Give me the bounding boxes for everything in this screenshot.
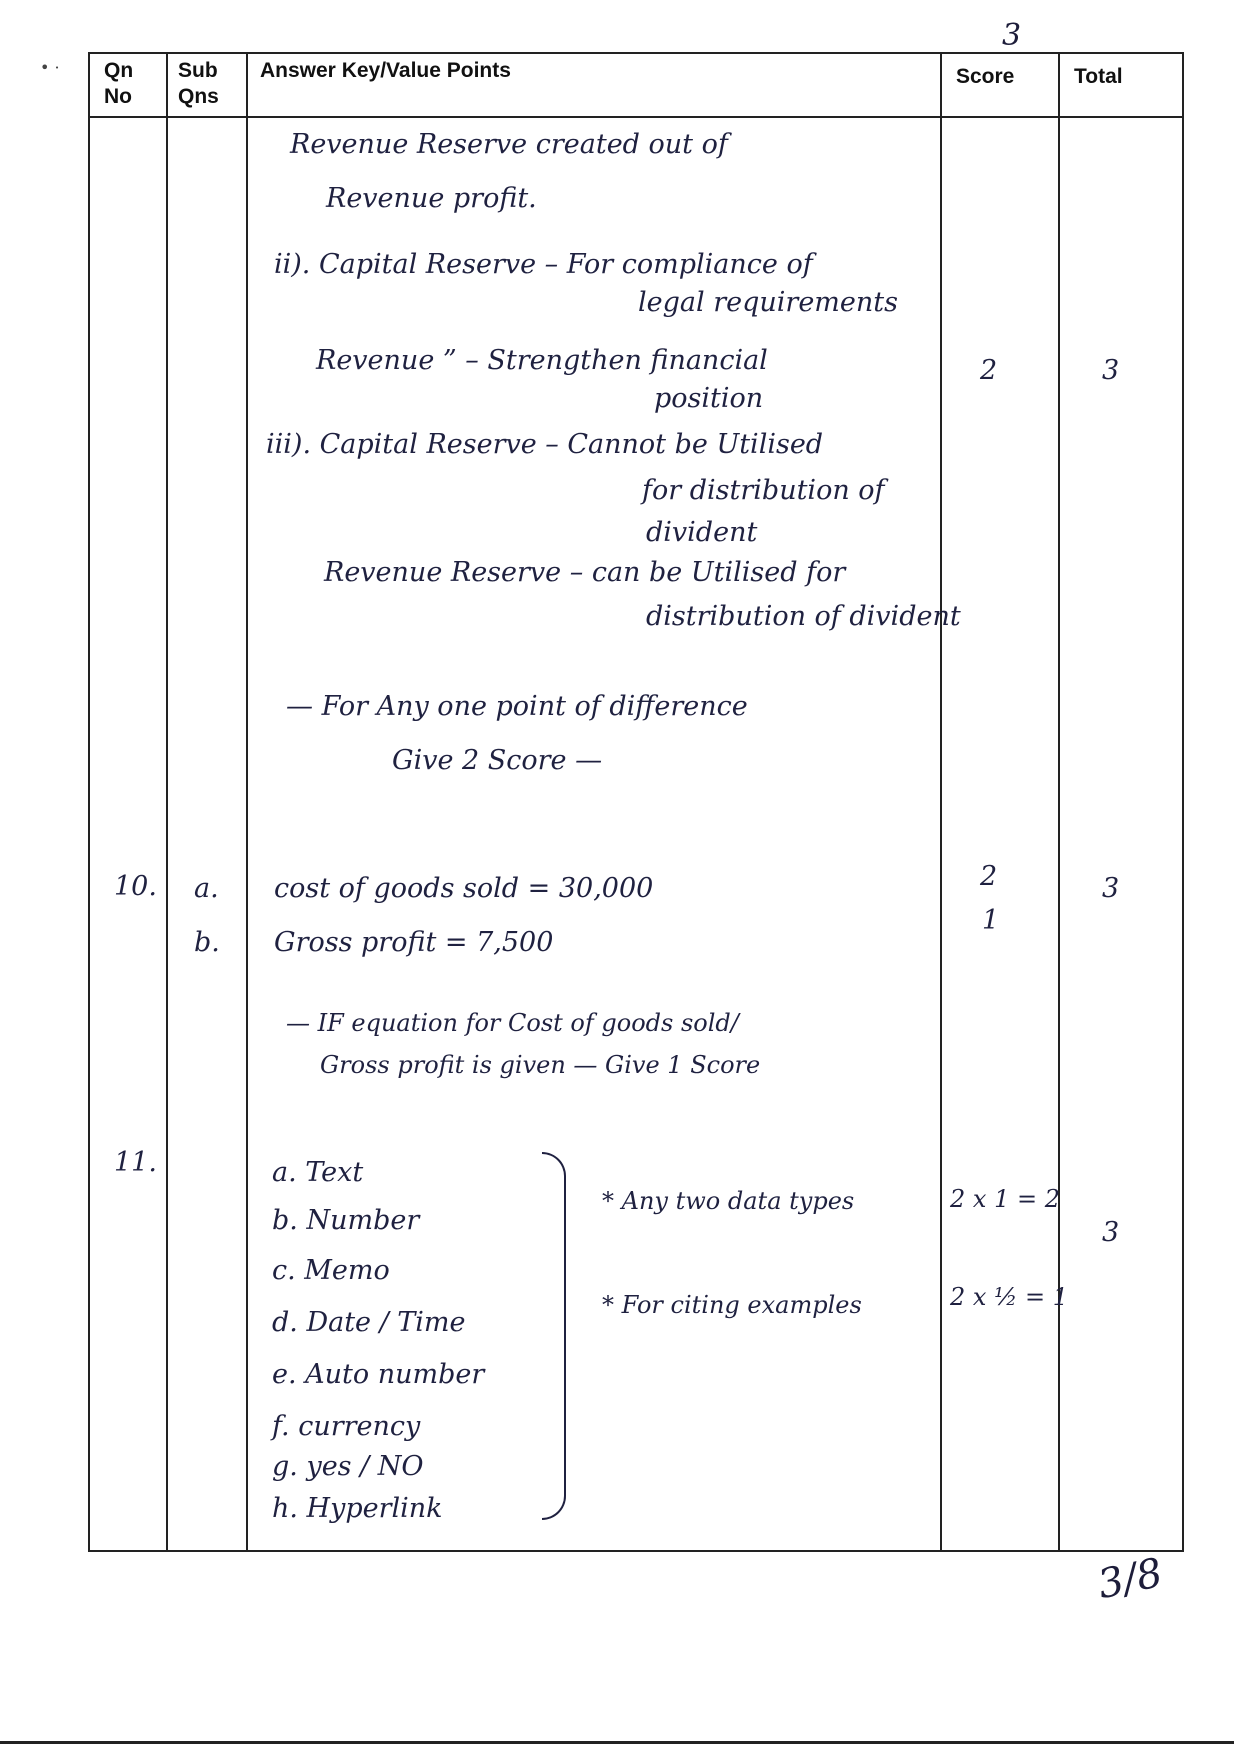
header-divider (90, 116, 1182, 118)
answer-line: position (654, 383, 764, 414)
answer-line: cost of goods sold = 30,000 (274, 873, 654, 904)
answer-line: for distribution of (642, 475, 885, 506)
list-item: c. Memo (272, 1255, 390, 1286)
question-number: 10. (114, 871, 157, 902)
total-value: 3 (1102, 873, 1120, 904)
answer-line: distribution of divident (646, 601, 961, 632)
answer-key-table (88, 52, 1184, 1552)
header-qn-no: Qn No (104, 59, 134, 108)
marking-note: — IF equation for Cost of goods sold/ (286, 1009, 739, 1037)
list-item: h. Hyperlink (272, 1493, 443, 1524)
header-sub-qns: Sub Qns (178, 59, 219, 108)
list-item: f. currency (272, 1411, 421, 1442)
answer-line: iii). Capital Reserve – Cannot be Utilised (266, 429, 824, 460)
list-item: a. Text (272, 1157, 364, 1188)
header-score: Score (956, 65, 1015, 88)
margin-mark: • · (40, 58, 60, 77)
marking-note: — For Any one point of difference (286, 691, 748, 722)
answer-line: Revenue Reserve created out of (290, 129, 728, 160)
score-value: 2 (980, 861, 998, 892)
answer-line: Gross profit = 7,500 (274, 927, 554, 958)
list-item: b. Number (272, 1205, 420, 1236)
column-divider (1058, 54, 1060, 1550)
score-value: 1 (982, 905, 1000, 936)
column-divider (940, 54, 942, 1550)
list-item: d. Date / Time (272, 1307, 466, 1338)
bottom-rule (0, 1741, 1234, 1744)
answer-line: divident (646, 517, 758, 548)
marking-note: Give 2 Score — (392, 745, 603, 776)
curly-brace (542, 1152, 566, 1520)
answer-line: Revenue profit. (326, 183, 537, 214)
question-number: 11. (114, 1147, 157, 1178)
column-divider (246, 54, 248, 1550)
score-value: 2 x ½ = 1 (950, 1283, 1068, 1311)
score-value: 2 x 1 = 2 (950, 1185, 1060, 1213)
score-value: 2 (980, 355, 998, 386)
list-item: g. yes / NO (272, 1451, 424, 1482)
answer-line: legal requirements (638, 287, 898, 318)
header-total: Total (1074, 65, 1123, 88)
marking-note: Gross profit is given — Give 1 Score (320, 1051, 761, 1079)
page-number-top: 3 (1002, 18, 1022, 53)
sub-question: a. (194, 873, 219, 904)
answer-line: Revenue ” – Strengthen financial (316, 345, 768, 376)
answer-line: Revenue Reserve – can be Utilised for (324, 557, 846, 588)
column-divider (166, 54, 168, 1550)
marking-note: * For citing examples (602, 1291, 862, 1319)
total-value: 3 (1102, 1217, 1120, 1248)
list-item: e. Auto number (272, 1359, 485, 1390)
answer-line: ii). Capital Reserve – For compliance of (274, 249, 813, 280)
header-answer-key: Answer Key/Value Points (260, 59, 511, 82)
marking-note: * Any two data types (602, 1187, 855, 1215)
page-number-bottom: 3/8 (1093, 1549, 1167, 1609)
sub-question: b. (194, 927, 220, 958)
total-value: 3 (1102, 355, 1120, 386)
